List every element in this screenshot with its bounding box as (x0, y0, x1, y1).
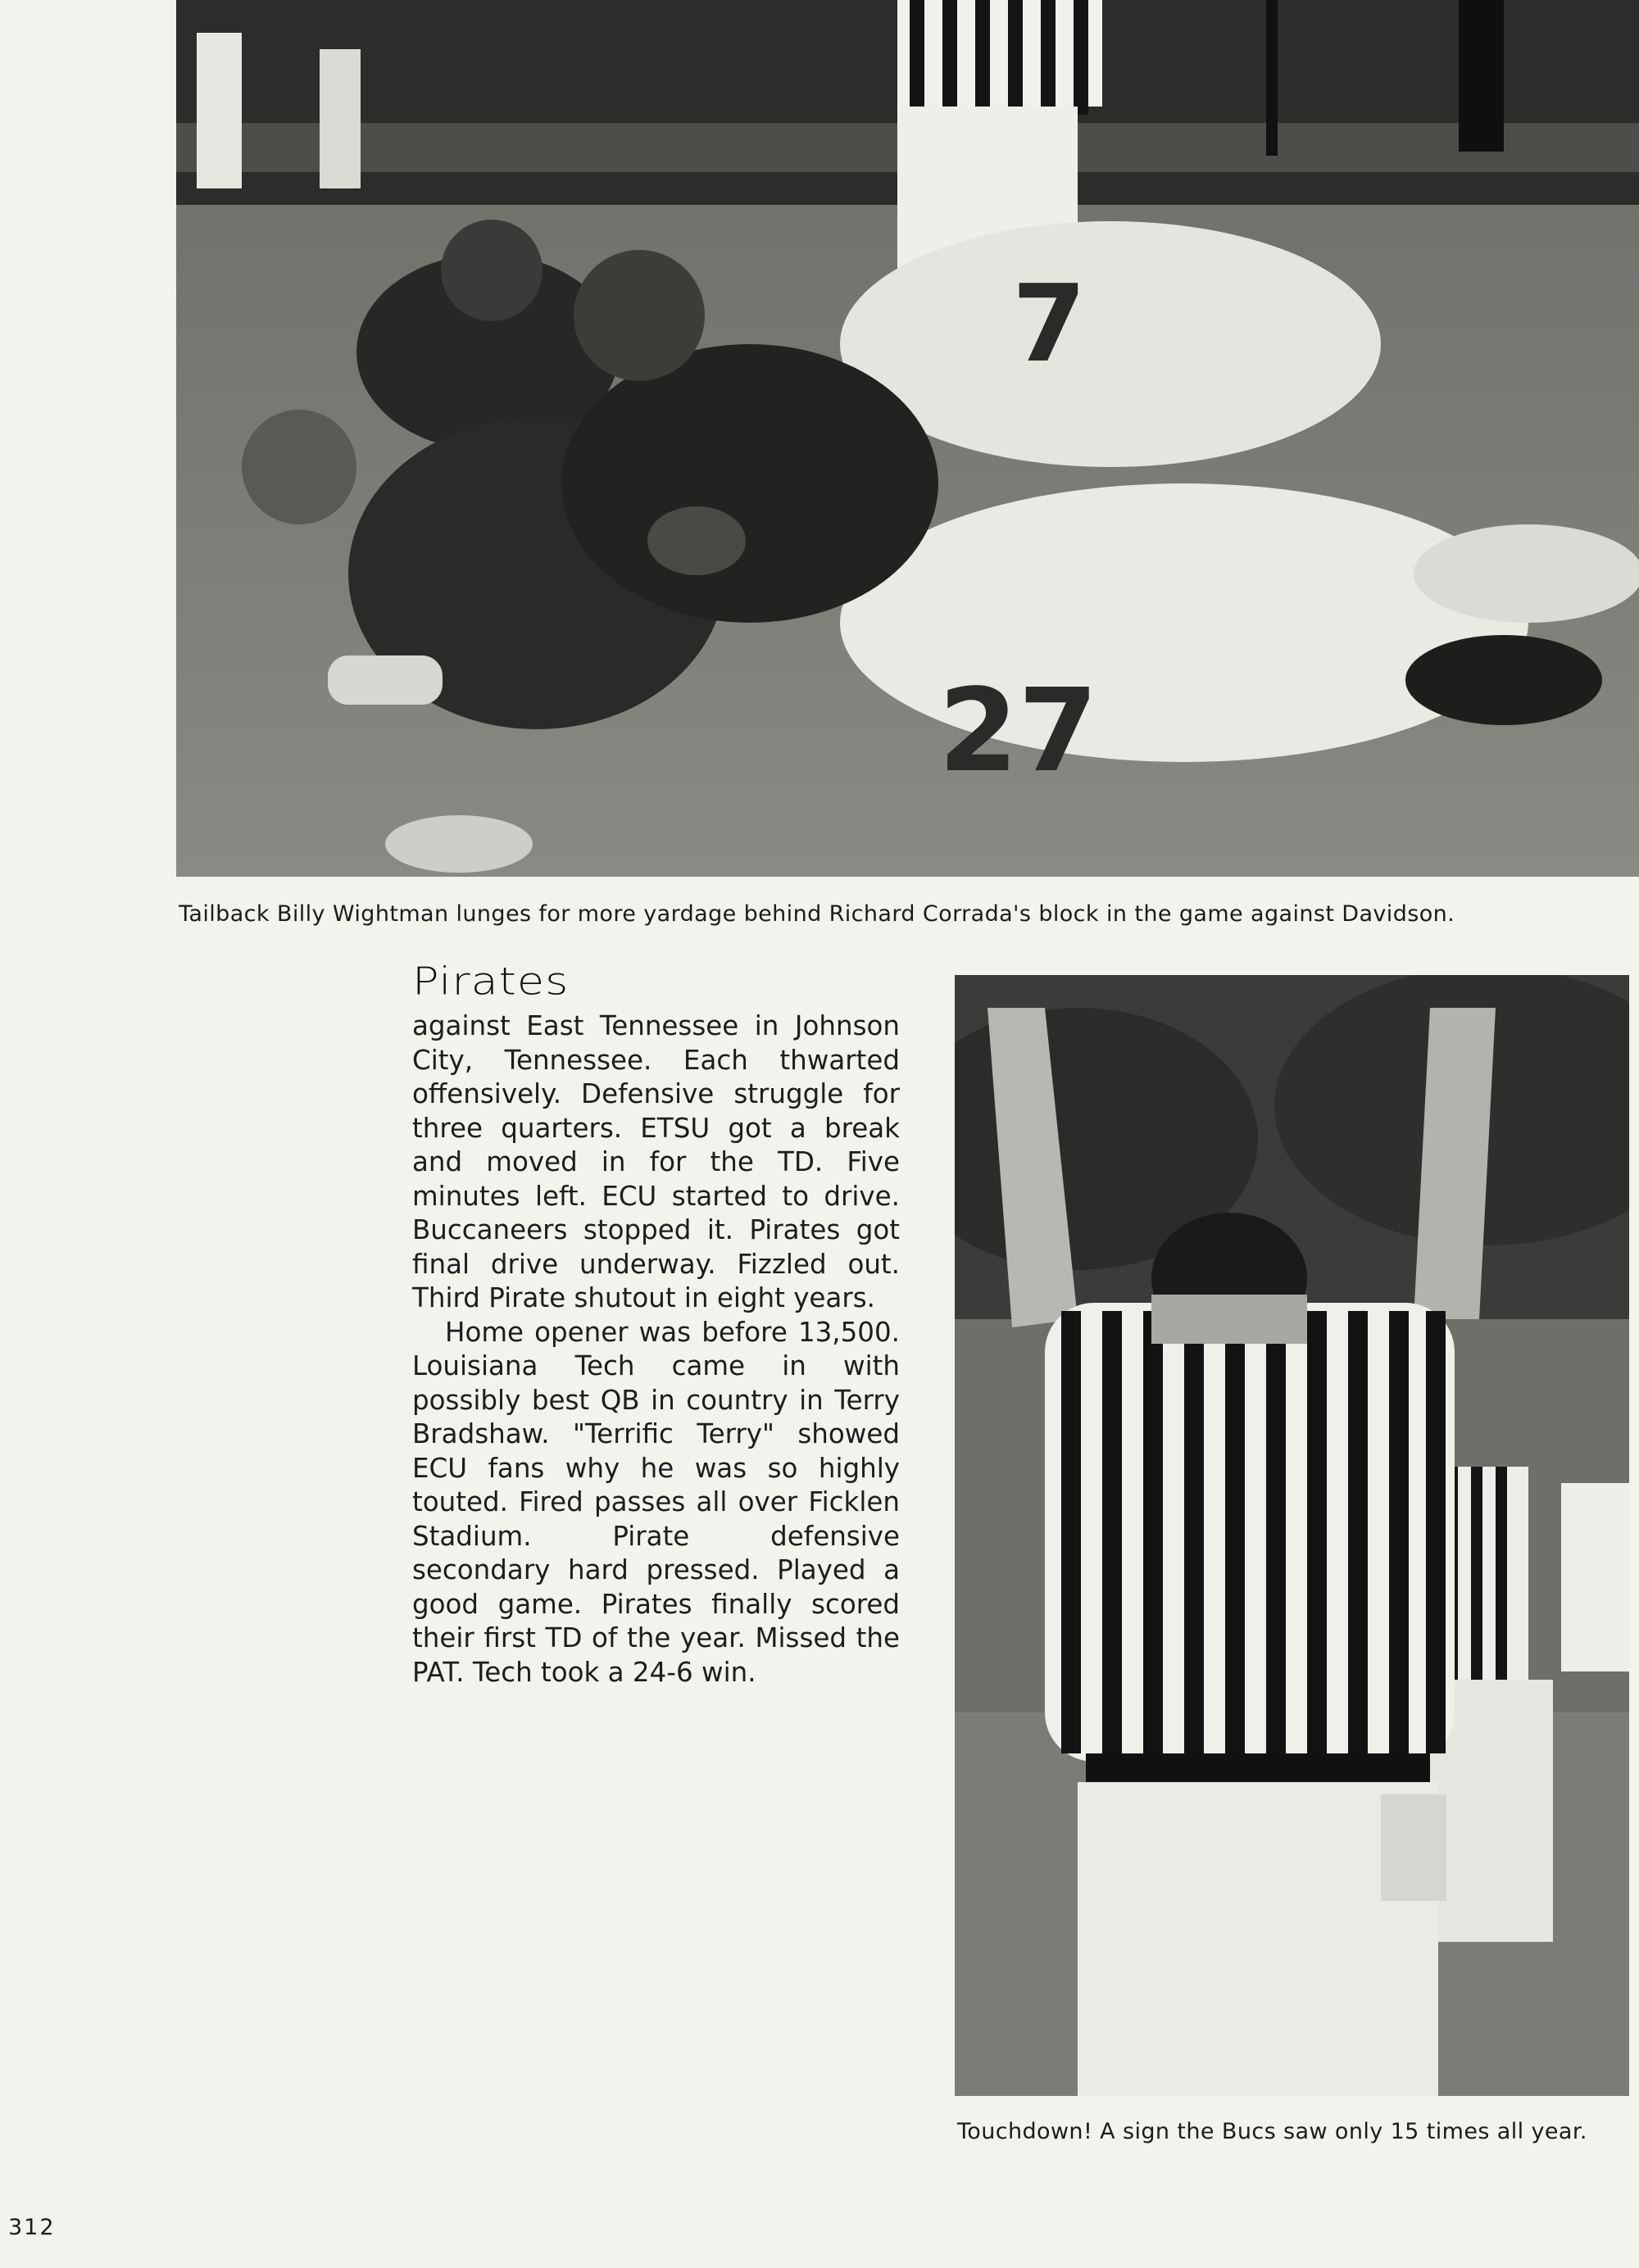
referee-touchdown-photo (955, 975, 1629, 2096)
football-tackle-photo (176, 0, 1639, 877)
page-number: 312 (8, 2215, 56, 2240)
article-heading: Pirates (412, 959, 570, 1004)
svg-text:27: 27 (938, 665, 1098, 798)
article-paragraph: against East Tennessee in Johnson City, Tennessee. Each thwarted offensively. Defensive struggle for three quarters. ETSU got a break and moved in for the TD. Five minutes left. ECU started to drive. Buccaneers stopped it. Pirates got final drive underway. Fizzled out. Third Pirate shutout in eight years. (412, 1010, 900, 1313)
referee-illustration (955, 975, 1629, 2096)
top-photo-caption: Tailback Billy Wightman lunges for more yardage behind Richard Corrada's block in the game against Davidson. (179, 901, 1455, 927)
svg-text:7: 7 (1012, 261, 1087, 386)
bottom-photo-caption: Touchdown! A sign the Bucs saw only 15 times all year. (957, 2119, 1587, 2144)
football-tackle-illustration (176, 0, 1639, 877)
article-body (412, 1009, 900, 1690)
article-paragraph: Home opener was before 13,500. Louisiana Tech came in with possibly best QB in country in Terry Bradshaw. "Terrific Terry" showed ECU fans why he was so highly touted. Fired passes all over Ficklen Stadium. Pirate defensive secondary hard pressed. Played a good game. Pirates finally scored their first TD of the year. Missed the PAT. Tech took a 24-6 win. (412, 1316, 900, 1688)
